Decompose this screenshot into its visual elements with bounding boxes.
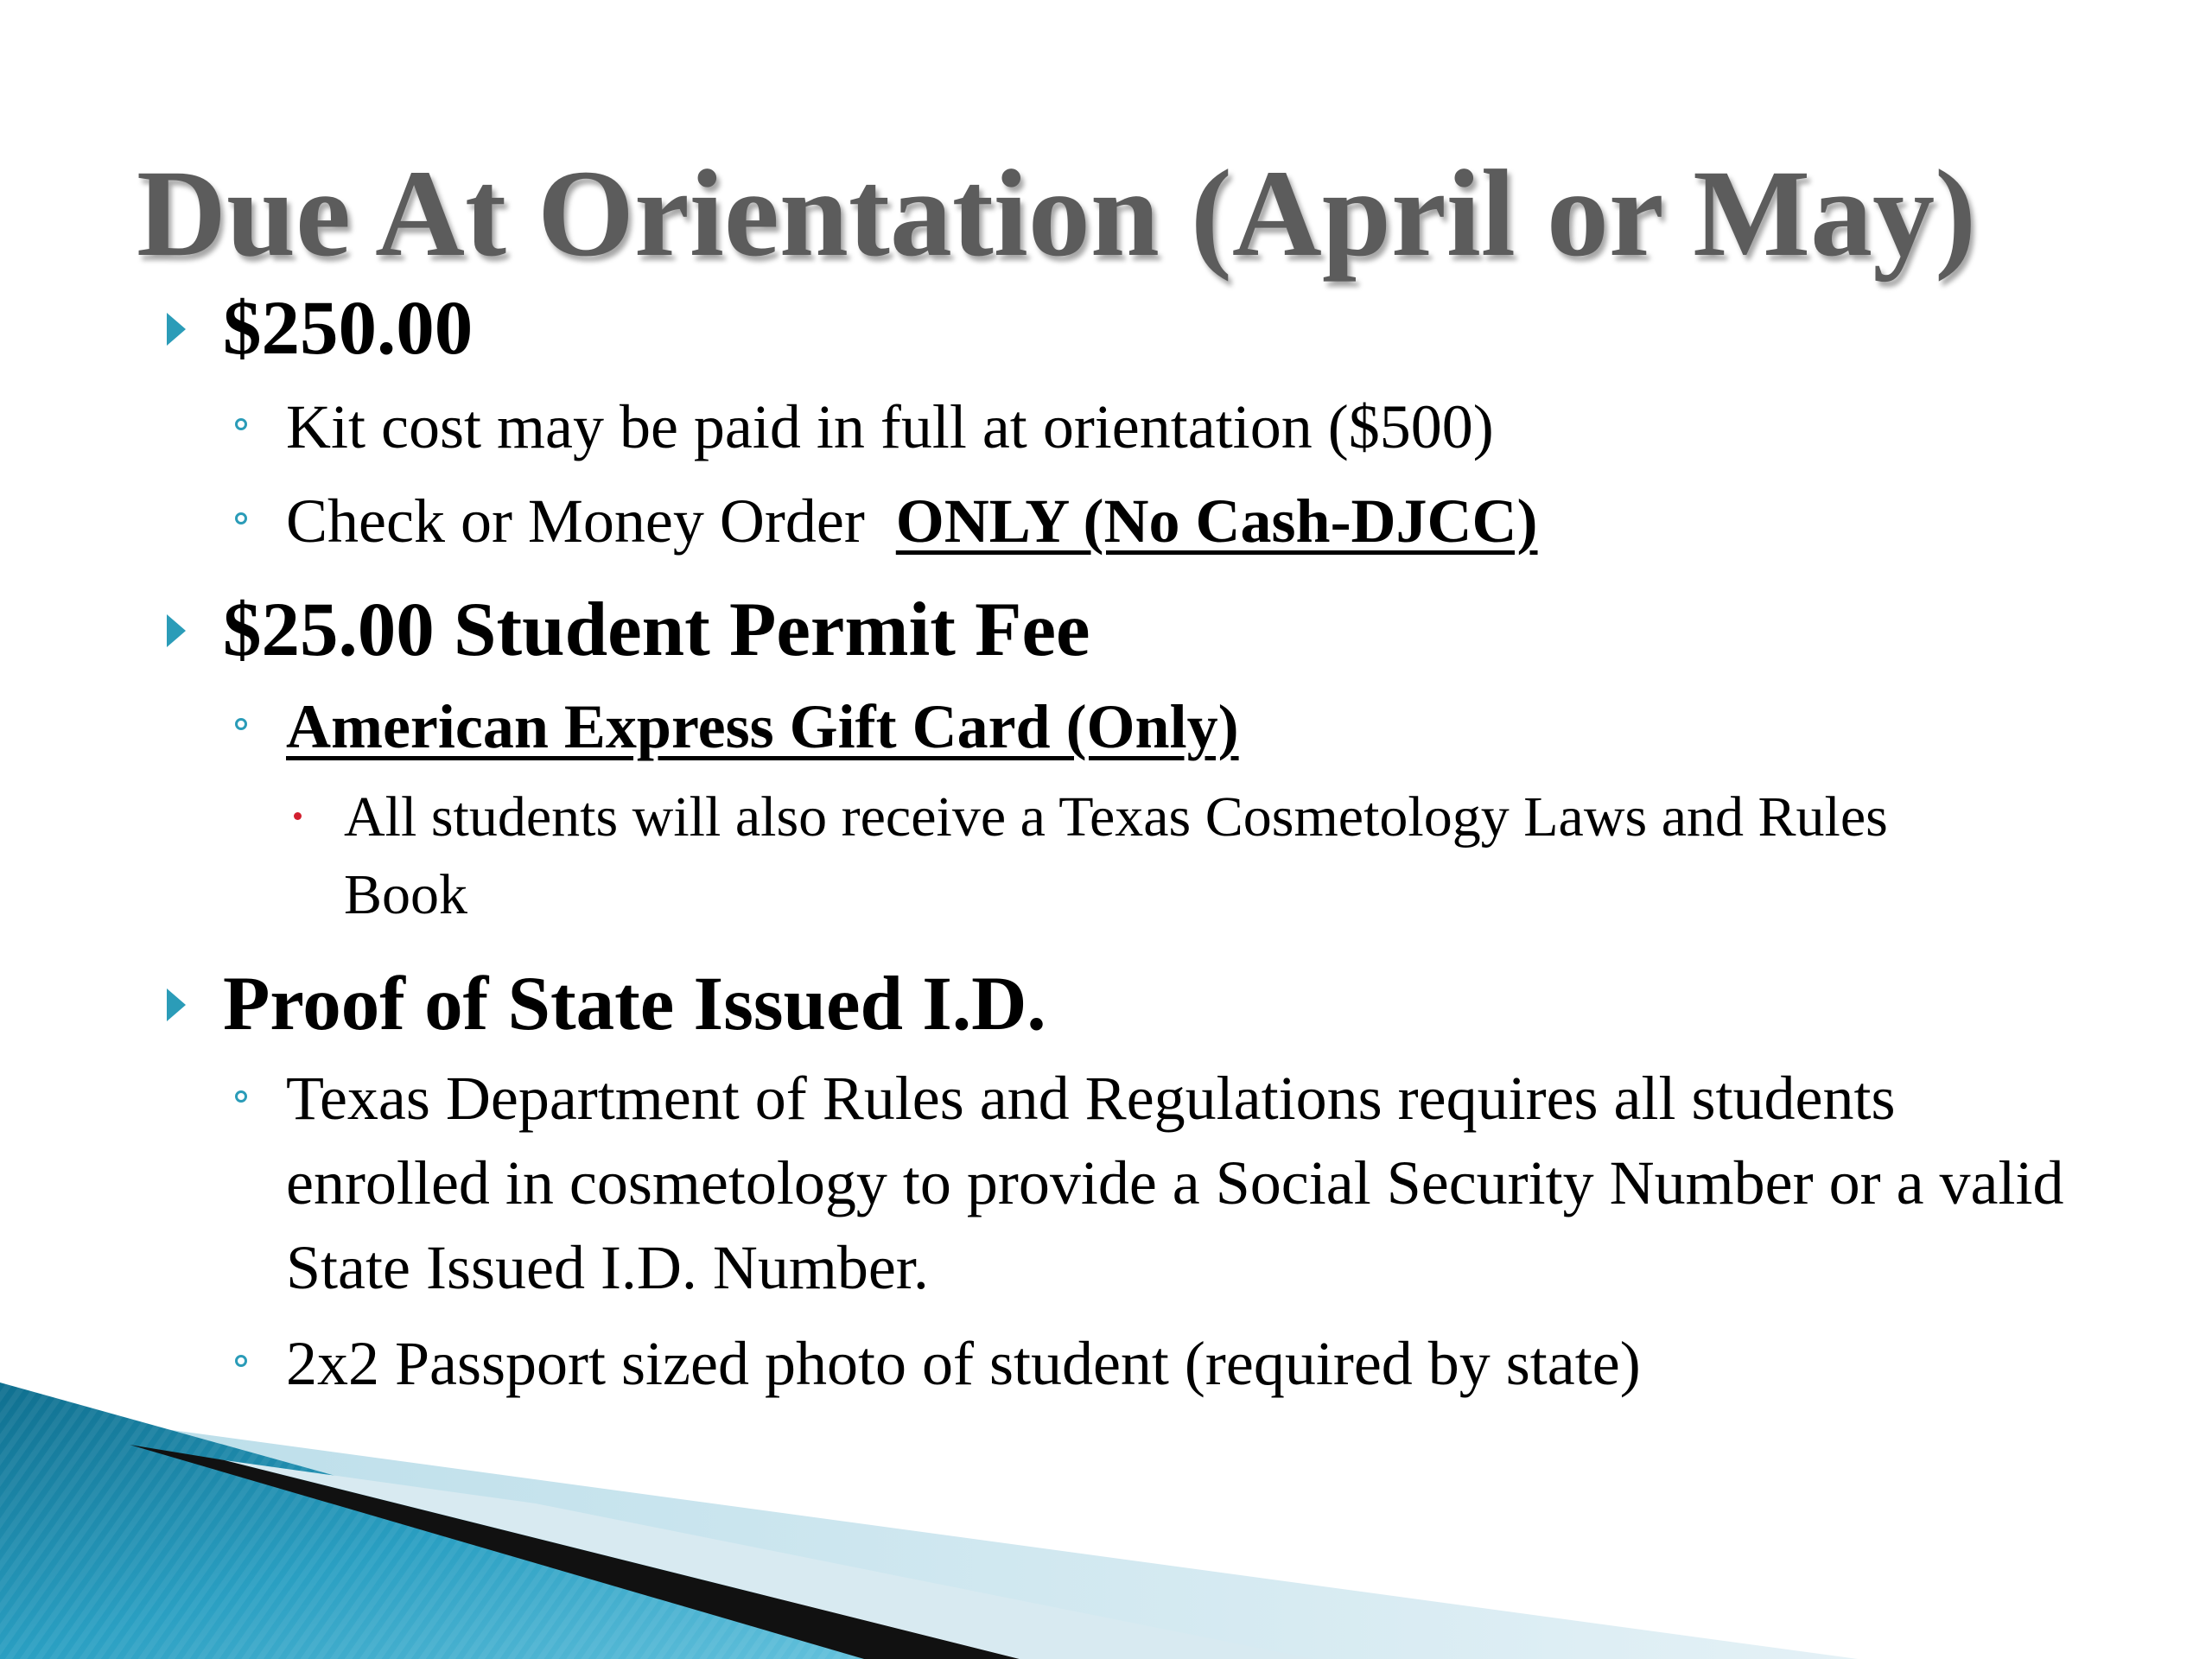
bullet-gift-card [286, 684, 1239, 769]
payment-method-emphasis: ONLY (No Cash-DJCC) [895, 486, 1538, 556]
bullet-heading-state-id: Proof of State Issued I.D. [223, 962, 1046, 1046]
bullet-laws-book: All students will also receive a Texas Cosmetology Laws and Rules Book [344, 785, 1888, 926]
bullet-tdlr-requirement: Texas Department of Rules and Regulations requires all students enrolled in cosmetology to provide a Social Security Number or a valid State Issued I.D. Number. [286, 1064, 2064, 1302]
arrow-bullet-icon [167, 313, 186, 346]
payment-method-text: Check or Money Order [286, 486, 880, 556]
ring-bullet-icon [235, 512, 247, 524]
bullet-heading-250: $250.00 [223, 286, 474, 371]
ring-bullet-icon [235, 1090, 247, 1103]
bullet-payment-method [286, 479, 1538, 563]
ring-bullet-icon [235, 1355, 247, 1367]
gift-card-text: American Express Gift Card (Only) [286, 692, 1239, 761]
bullet-passport-photo: 2x2 Passport sized photo of student (required by state) [286, 1329, 1641, 1398]
bullet-heading-permit-fee: $25.00 Student Permit Fee [223, 588, 1090, 672]
slide-title: Due At Orientation (April or May) [137, 145, 1977, 283]
ring-bullet-icon [235, 418, 247, 430]
arrow-bullet-icon [167, 614, 186, 647]
bullet-kit-cost: Kit cost may be paid in full at orientation ($500) [286, 392, 1494, 461]
ring-bullet-icon [235, 718, 247, 730]
arrow-bullet-icon [167, 988, 186, 1021]
detail-bullet-icon [294, 812, 302, 820]
